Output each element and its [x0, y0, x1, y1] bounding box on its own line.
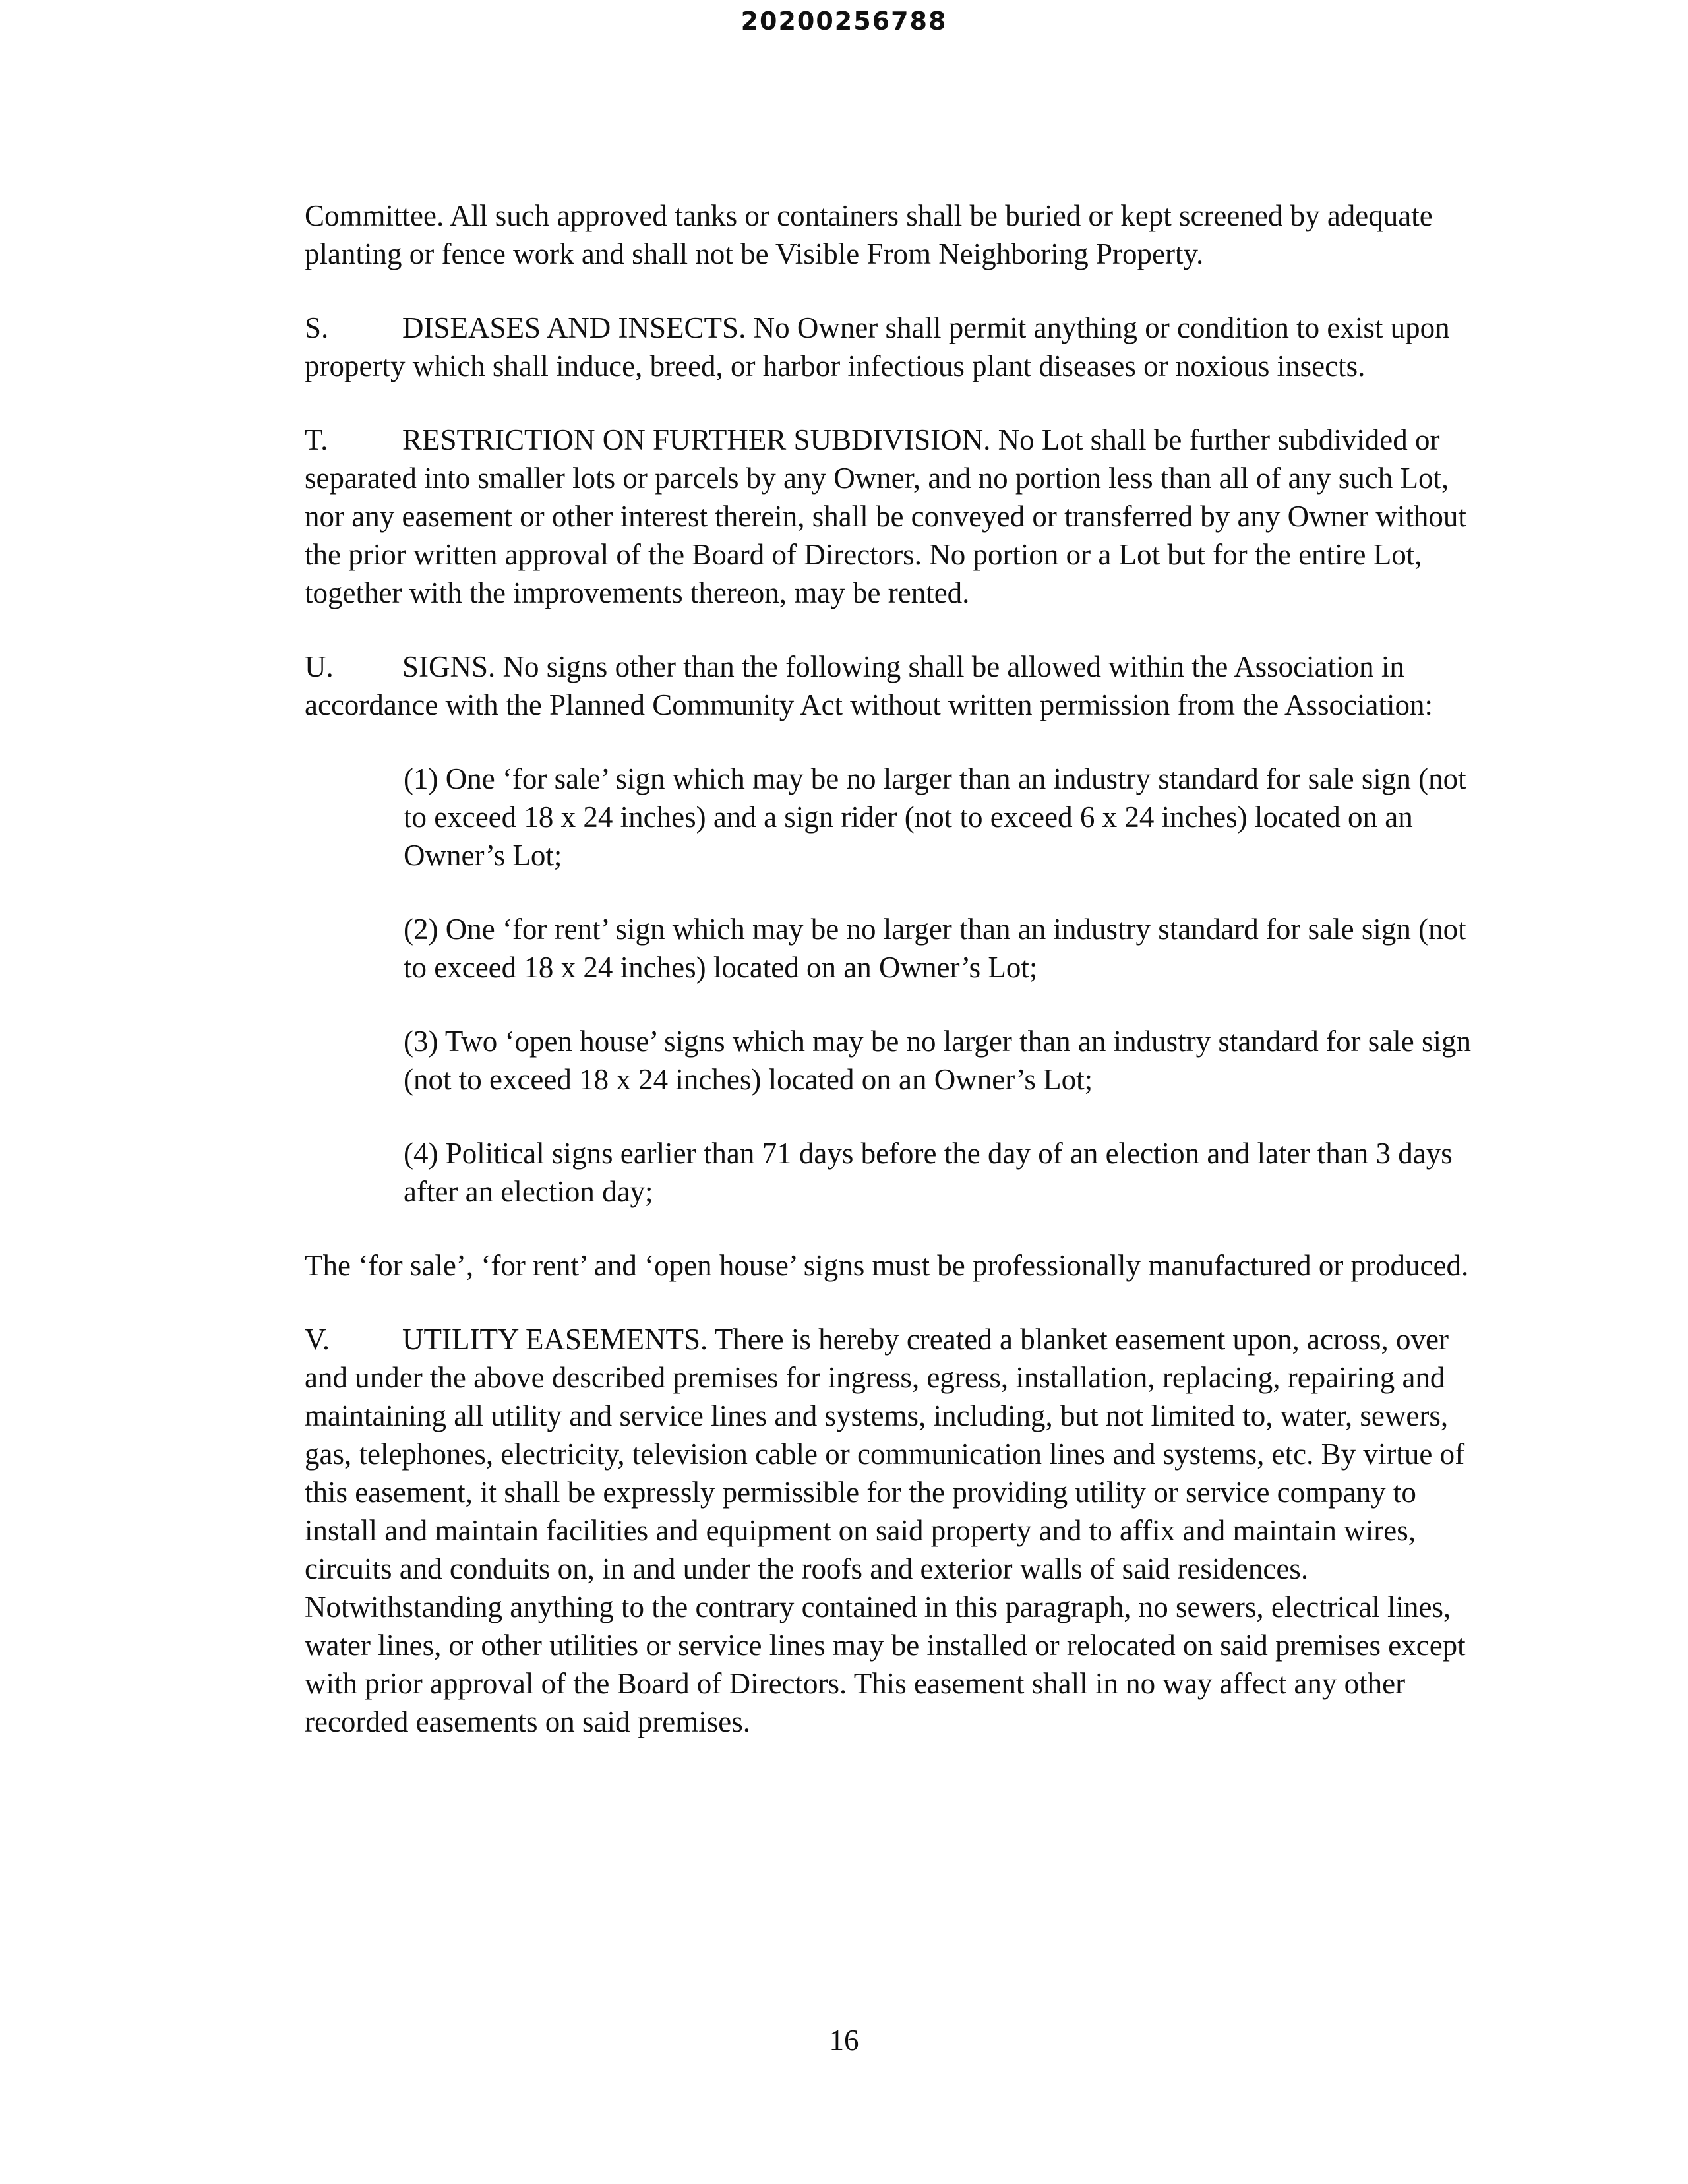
- section-v-title: UTILITY EASEMENTS.: [402, 1323, 708, 1356]
- continuation-paragraph: Committee. All such approved tanks or containers shall be buried or kept screened by adequate planting or fence work and shall not be Visible From Neighboring Property.: [305, 199, 1433, 270]
- section-u-text: No signs other than the following shall be allowed within the Association in accordance with the Planned Community Act without written permission from the Association:: [305, 650, 1433, 721]
- section-t-paragraph: [305, 421, 1492, 612]
- section-t-text: No Lot shall be further subdivided or separated into smaller lots or parcels by any Owner, and no portion less than all of any such Lot, nor any easement or other interest therein, shall be conveyed or transferred by any Owner without the prior written approval of the Board of Directors. No portion or a Lot but for the entire Lot, together with the improvements thereon, may be rented.: [305, 423, 1466, 609]
- section-s-title: DISEASES AND INSECTS.: [402, 311, 746, 344]
- page-number: 16: [829, 2024, 859, 2057]
- section-v-text: There is hereby created a blanket easement upon, across, over and under the above described premises for ingress, egress, installation, replacing, repairing and maintaining all utility and service lines and systems, including, but not limited to, water, sewers, gas, telephones, electricity, television cable or communication lines and systems, etc. By virtue of this easement, it shall be expressly permissible for the providing utility or service company to install and maintain facilities and equipment on said property and to affix and maintain wires, circuits and conduits on, in and under the roofs and exterior walls of said residences. Notwithstanding anything to the contrary contained in this paragraph, no sewers, electrical lines, water lines, or other utilities or service lines may be installed or relocated on said premises except with prior approval of the Board of Directors. This easement shall in no way affect any other recorded easements on said premises.: [305, 1323, 1466, 1738]
- section-s-text: No Owner shall permit anything or condition to exist upon property which shall induce, breed, or harbor infectious plant diseases or noxious insects.: [305, 311, 1450, 382]
- section-v-letter: V.: [305, 1323, 330, 1356]
- section-u-letter: U.: [305, 650, 334, 683]
- section-s-paragraph: [305, 309, 1492, 385]
- sign-item-4: (4) Political signs earlier than 71 days before the day of an election and later than 3 days after an election day;: [404, 1137, 1453, 1208]
- sign-item-2: (2) One ‘for rent’ sign which may be no larger than an industry standard for sale sign (not to exceed 18 x 24 inches) located on an Owner’s Lot;: [404, 913, 1466, 984]
- signs-note-paragraph: The ‘for sale’, ‘for rent’ and ‘open house’ signs must be professionally manufactured or produced.: [305, 1249, 1469, 1282]
- section-v-paragraph: [305, 1320, 1492, 1741]
- sign-item-3: (3) Two ‘open house’ signs which may be no larger than an industry standard for sale sign (not to exceed 18 x 24 inches) located on an Owner’s Lot;: [404, 1025, 1471, 1096]
- section-t-title: RESTRICTION ON FURTHER SUBDIVISION.: [402, 423, 991, 456]
- body-text: [305, 197, 1492, 1741]
- section-u-paragraph: [305, 648, 1492, 724]
- section-s-letter: S.: [305, 311, 329, 344]
- section-t-letter: T.: [305, 423, 328, 456]
- document-number: 20200256788: [740, 7, 948, 36]
- section-u-title: SIGNS.: [402, 650, 496, 683]
- sign-item-1: (1) One ‘for sale’ sign which may be no larger than an industry standard for sale sign (not to exceed 18 x 24 inches) and a sign rider (not to exceed 6 x 24 inches) located on an Owner’s Lot;: [404, 762, 1466, 872]
